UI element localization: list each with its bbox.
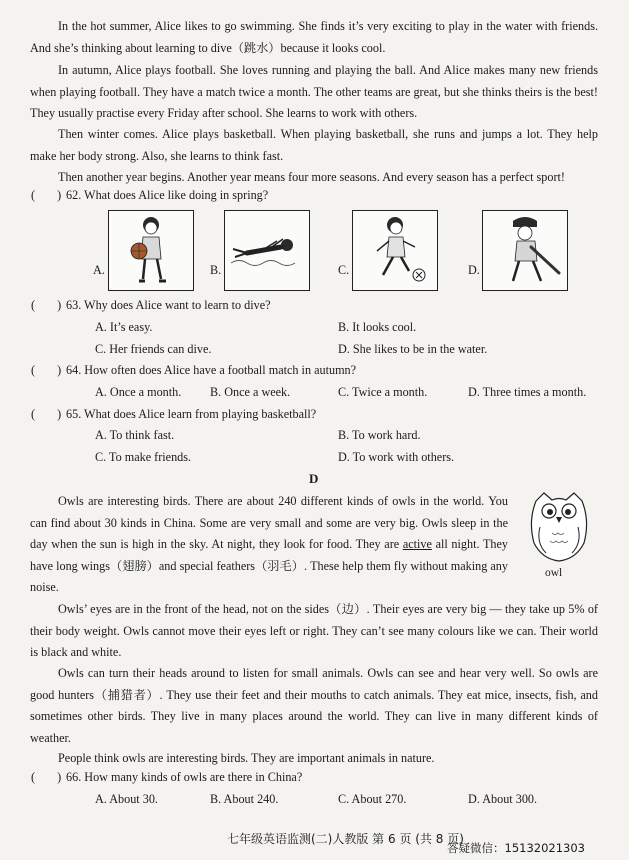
girl-football-icon [353, 211, 437, 290]
option-66-d[interactable]: D. About 300. [468, 792, 538, 806]
option-66-b[interactable]: B. About 240. [210, 792, 279, 806]
option-62-a-label: A. [93, 263, 105, 277]
option-62-a-image[interactable] [108, 210, 194, 291]
passage-c-paragraph-2: In autumn, Alice plays football. She loves running and playing the ball. And Alice makes many new friends when playing football. They have a match twice a month. The other teams are great, but she thinks theirs is the best! They usually practise every Friday after school. She learns to work with others. [30, 63, 598, 121]
owl-icon [524, 491, 594, 563]
option-65-a[interactable]: A. To think fast. [95, 428, 175, 442]
option-65-b[interactable]: B. To work hard. [338, 428, 421, 442]
question-64: 64. How often does Alice have a football match in autumn? [66, 363, 357, 377]
answer-blank-66[interactable]: ( ) [31, 770, 62, 784]
answer-blank-62[interactable]: ( ) [31, 188, 62, 202]
swimmer-icon [225, 211, 309, 290]
owl-caption: owl [545, 567, 563, 579]
passage-d-paragraph-4: People think owls are interesting birds. They are important animals in nature. [58, 751, 435, 765]
option-63-b[interactable]: B. It looks cool. [338, 320, 417, 334]
option-63-a[interactable]: A. It’s easy. [95, 320, 153, 334]
option-63-c[interactable]: C. Her friends can dive. [95, 342, 212, 356]
passage-c-paragraph-3: Then winter comes. Alice plays basketball. When playing basketball, she runs and jumps a lot. They help make her body strong. Also, she learns to think fast. [30, 127, 598, 163]
option-66-a[interactable]: A. About 30. [95, 792, 158, 806]
question-63: 63. Why does Alice want to learn to dive? [66, 298, 271, 312]
option-62-c-label: C. [338, 263, 350, 277]
option-64-c[interactable]: C. Twice a month. [338, 385, 428, 399]
active-word: active [402, 537, 432, 551]
question-62: 62. What does Alice like doing in spring? [66, 188, 269, 202]
option-66-c[interactable]: C. About 270. [338, 792, 407, 806]
passage-d-paragraph-2: Owls’ eyes are in the front of the head, not on the sides（边）. Their eyes are very big — they take up 5% of their body weight. Owls cannot move their eyes left or right. They can’t see many colours like we can. Their world is black and white. [30, 602, 598, 660]
option-64-a[interactable]: A. Once a month. [95, 385, 182, 399]
girl-basketball-icon [109, 211, 193, 290]
answer-blank-64[interactable]: ( ) [31, 363, 62, 377]
option-62-c-image[interactable] [352, 210, 438, 291]
option-62-b-label: B. [210, 263, 222, 277]
passage-c-paragraph-1: In the hot summer, Alice likes to go swimming. She finds it’s very exciting to play in the water with friends. And she’s thinking about learning to dive（跳水）because it looks cool. [30, 19, 598, 55]
option-63-d[interactable]: D. She likes to be in the water. [338, 342, 488, 356]
option-64-b[interactable]: B. Once a week. [210, 385, 291, 399]
section-d-title: D [309, 471, 319, 486]
page-footer: 七年级英语监测(二)人教版 第 6 页 (共 8 页) [227, 832, 464, 846]
answer-blank-65[interactable]: ( ) [31, 407, 62, 421]
option-64-d[interactable]: D. Three times a month. [468, 385, 587, 399]
contact-info: 答疑微信：15132021303 [447, 841, 585, 855]
option-62-d-label: D. [468, 263, 480, 277]
passage-c-paragraph-4: Then another year begins. Another year means four more seasons. And every season has a perfect sport! [58, 170, 565, 184]
question-65: 65. What does Alice learn from playing basketball? [66, 407, 317, 421]
passage-d-paragraph-3: Owls can turn their heads around to listen for small animals. Owls can see and hear very well. So owls are good hunters（捕猎者）. They use their feet and their mouths to catch animals. They eat mice, insects, fish, and sometimes other birds. They live in many places around the world. They can live in many different kinds of weather. [30, 666, 598, 745]
passage-d-paragraph-1: Owls are interesting birds. There are about 240 different kinds of owls in the world. You can find about 30 kinds in China. Some are very small and some are very big. Owls sleep in the day when the sun is high in the sky. At night, they look for food. They are active all night. They have long wings（翅膀）and special feathers（羽毛）. These help them fly without making any noise. [30, 494, 508, 594]
option-65-d[interactable]: D. To work with others. [338, 450, 455, 464]
question-66: 66. How many kinds of owls are there in China? [66, 770, 303, 784]
option-62-b-image[interactable] [224, 210, 310, 291]
option-65-c[interactable]: C. To make friends. [95, 450, 192, 464]
option-62-d-image[interactable] [482, 210, 568, 291]
answer-blank-63[interactable]: ( ) [31, 298, 62, 312]
baseball-batter-icon [483, 211, 567, 290]
